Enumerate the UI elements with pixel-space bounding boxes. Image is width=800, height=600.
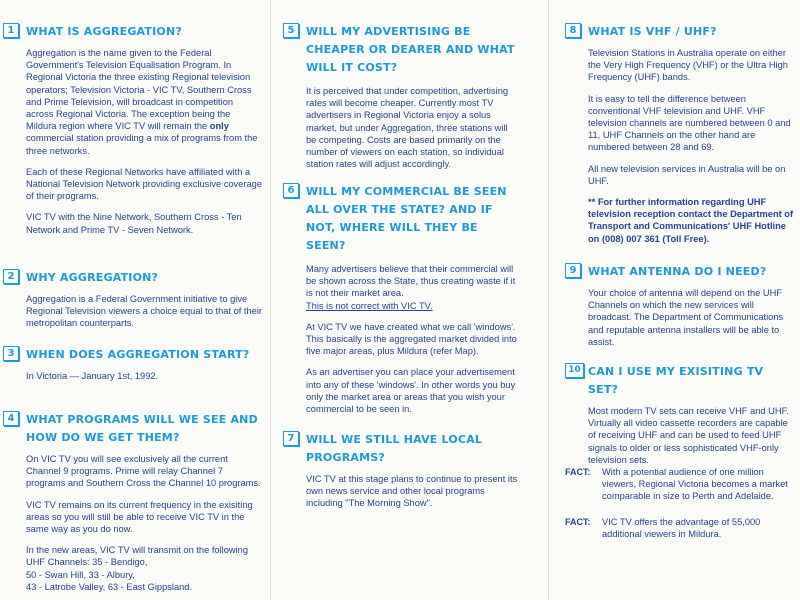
paragraph: Most modern TV sets can receive VHF and UHF. Virtually all video cassette recorders are capable of receiving UHF and can be used to feed UHF signals to older or less sophisticated VHF-only television sets. <box>588 406 789 465</box>
paragraph: VIC TV remains on its current frequency in the exisiting areas so you will still be able to receive VIC TV in the same way as you do now. <box>26 499 253 535</box>
channel-line: 43 - Latrobe Valley, 63 - East Gippsland. <box>26 581 193 592</box>
paragraph: Aggregation is the name given to the Federal Government's Television Equalisation Program. In Regional Victoria the three existing Regional television operators; Television Victoria - VIC TV, Southern Cross and Prime Television, will broadcast in competition across Regional Victoria. The exception being the Mildura region where VIC TV will remain the <box>26 48 252 132</box>
section-advertising-cost <box>280 22 520 170</box>
section-title: WHAT IS AGGREGATION? <box>26 25 182 38</box>
paragraph: In the new areas, VIC TV will transmit on the following UHF Channels: 35 - Bendigo, <box>26 545 249 568</box>
paragraph: All new television services in Australia will be on UHF. <box>588 163 786 186</box>
uhf-hotline-note: ** For further information regarding UHF television reception contact the Department of Transport and Communications' UHF Hotline on (008) 007 361 (Toll Free). <box>588 197 794 244</box>
channel-line: 50 - Swan Hill, 33 - Albury, <box>26 569 135 580</box>
section-title: WHEN DOES AGGREGATION START? <box>26 348 250 361</box>
section-why-aggregation <box>0 268 262 330</box>
section-antenna <box>562 262 794 348</box>
paragraph: As an advertiser you can place your advertisement into any of these 'windows'. In other words you buy only the market area or areas that you wish your commercial to be seen in. <box>306 367 516 415</box>
section-vhf-uhf <box>562 22 794 245</box>
section-number: 3 <box>3 346 19 361</box>
section-what-programs <box>0 410 262 593</box>
paragraph: commercial station providing a mix of programs from the three networks. <box>26 133 258 156</box>
section-commercial-seen <box>280 182 520 415</box>
paragraph: In Victoria — January 1st, 1992. <box>26 371 159 381</box>
section-title: CAN I USE MY EXISITING TV SET? <box>588 365 764 396</box>
paragraph: Many advertisers believe that their commercial will be shown across the State, thus creating waste if it is not their market area. <box>306 264 516 299</box>
paragraph: On VIC TV you will see exclusively all the current Channel 9 programs. Prime will relay Channel 7 programs and Southern Cross the Channel 10 programs. <box>26 454 261 489</box>
paragraph: Your choice of antenna will depend on the UHF Channels on which the new services will broadcast. The Department of Communications and reputable antenna installers will be able to assist. <box>588 288 784 347</box>
paragraph: Each of these Regional Networks have affiliated with a National Television Network providing exclusive coverage of their programs. <box>26 166 262 202</box>
paragraph: At VIC TV we have created what we call 'windows'. This basically is the aggregated market divided into five major areas, plus Mildura (refer Map). <box>306 321 517 357</box>
page-fold-line <box>548 0 549 600</box>
section-number: 7 <box>283 431 299 446</box>
section-number: 4 <box>3 411 19 426</box>
fact-label: FACT: <box>565 467 591 477</box>
fact-audience <box>562 466 794 503</box>
paragraph: Television Stations in Australia operate on either the Very High Frequency (VHF) or the Ultra High Frequency (UHF) bands. <box>588 48 788 83</box>
section-number: 1 <box>3 23 19 38</box>
section-number: 5 <box>283 23 299 38</box>
section-title: WILL MY ADVERTISING BE CHEAPER OR DEARER AND WHAT WILL IT COST? <box>306 25 515 74</box>
paragraph: VIC TV with the Nine Network, Southern Cross - Ten Network and Prime TV - Seven Network. <box>26 212 242 235</box>
underlined-statement: This is not correct with VIC TV. <box>306 300 433 311</box>
emphasis: only <box>209 121 229 132</box>
fact-label: FACT: <box>565 517 591 527</box>
paragraph: VIC TV at this stage plans to continue to present its own news service and other local programs including "The Morning Show". <box>306 474 518 509</box>
section-when-does-aggregation-start <box>0 345 262 382</box>
section-title: WILL MY COMMERCIAL BE SEEN ALL OVER THE STATE? AND IF NOT, WHERE WILL THEY BE SEEN? <box>306 185 507 252</box>
fact-text: VIC TV offers the advantage of 55,000 additional viewers in Mildura. <box>602 517 761 540</box>
page-fold-line <box>270 0 271 600</box>
section-title: WHAT PROGRAMS WILL WE SEE AND HOW DO WE GET THEM? <box>26 413 258 444</box>
fact-mildura <box>562 516 794 540</box>
paragraph: Aggregation is a Federal Government initiative to give Regional Television viewers a choice equal to that of their metropolitan counterparts. <box>26 294 263 329</box>
section-number: 8 <box>565 23 581 38</box>
section-number: 10 <box>565 363 584 378</box>
section-existing-tv-set <box>562 362 794 466</box>
section-number: 2 <box>3 269 19 284</box>
section-local-programs <box>280 430 520 510</box>
paragraph: It is easy to tell the difference between conventional VHF television and UHF. VHF television channels are numbered between 0 and 11, UHF Channels on the other hand are numbered between 28 and 69. <box>588 93 791 153</box>
section-title: WHAT ANTENNA DO I NEED? <box>588 265 767 278</box>
fact-text: With a potential audience of one million viewers, Regional Victoria becomes a market comparable in size to Perth and Adelaide. <box>602 467 788 502</box>
section-number: 6 <box>283 183 299 198</box>
section-title: WHAT IS VHF / UHF? <box>588 25 717 38</box>
section-number: 9 <box>565 263 581 278</box>
section-title: WHY AGGREGATION? <box>26 271 159 284</box>
paragraph: It is perceived that under competition, advertising rates will become cheaper. Currently most TV advertisers in Regional Victoria enjoy a solus market, but under Aggregation, three stations will be competing. Costs are based primarily on the number of viewers on each station, so individual station rates will adjust accordingly. <box>306 86 509 170</box>
section-title: WILL WE STILL HAVE LOCAL PROGRAMS? <box>306 433 483 464</box>
section-what-is-aggregation <box>0 22 262 236</box>
